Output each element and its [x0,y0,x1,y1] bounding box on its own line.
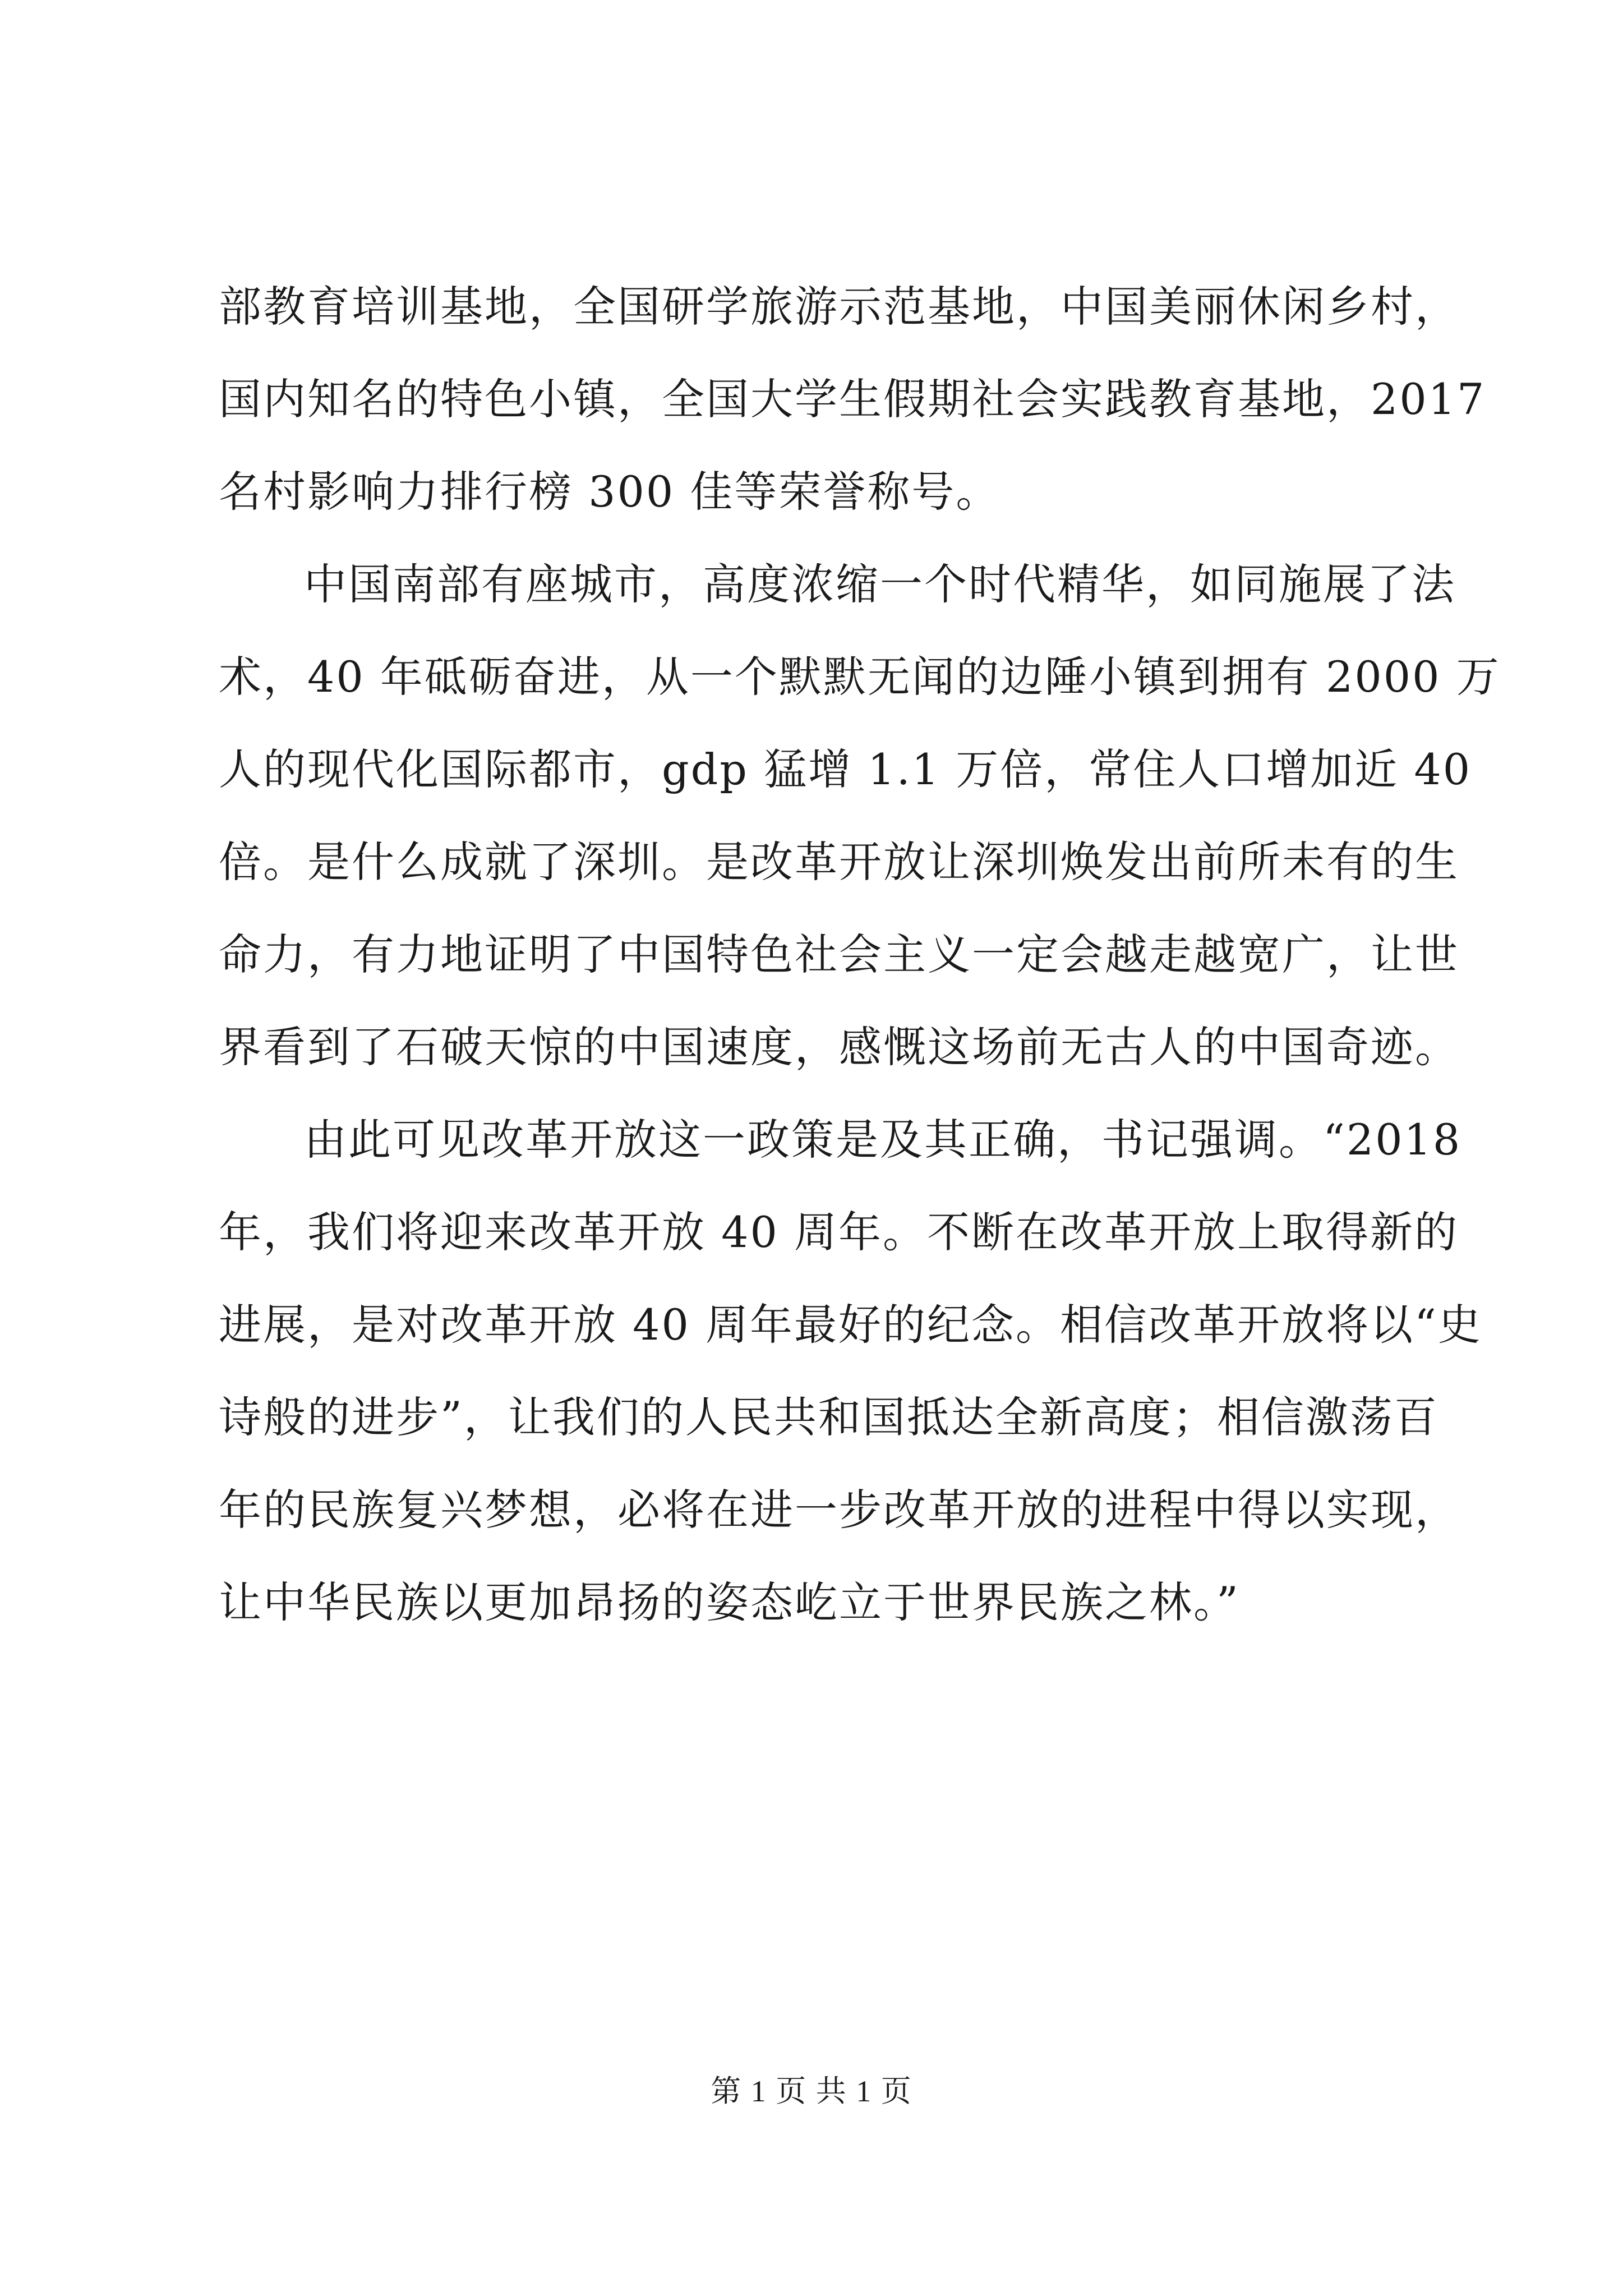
text-line: 中国南部有座城市，高度浓缩一个时代精华，如同施展了法 [304,559,1456,609]
text-line: 让中华民族以更加昂扬的姿态屹立于世界民族之林。” [219,1577,1240,1627]
text-line: 术，40 年砥砺奋进，从一个默默无闻的边陲小镇到拥有 2000 万 [219,652,1501,702]
text-line: 年，我们将迎来改革开放 40 周年。不断在改革开放上取得新的 [219,1207,1459,1257]
text-line: 由此可见改革开放这一政策是及其正确，书记强调。“2018 [304,1115,1462,1165]
text-line: 倍。是什么成就了深圳。是改革开放让深圳焕发出前所未有的生 [219,837,1459,887]
text-line: 名村影响力排行榜 300 佳等荣誉称号。 [219,467,1000,517]
text-line: 国内知名的特色小镇，全国大学生假期社会实践教育基地，2017 [219,374,1486,424]
paragraph-2 [219,538,1501,1093]
text-line: 进展，是对改革开放 40 周年最好的纪念。相信改革开放将以“史 [219,1300,1482,1350]
text-line: 人的现代化国际都市，gdp 猛增 1.1 万倍，常住人口增加近 40 [219,744,1472,794]
page-footer: 第 1 页 共 1 页 [711,2074,912,2108]
text-line: 部教育培训基地，全国研学旅游示范基地，中国美丽休闲乡村， [219,282,1459,332]
text-line: 命力，有力地证明了中国特色社会主义一定会越走越宽广，让世 [219,930,1459,979]
text-line: 诗般的进步”，让我们的人民共和国抵达全新高度；相信激荡百 [219,1392,1438,1442]
text-line: 年的民族复兴梦想，必将在进一步改革开放的进程中得以实现， [219,1485,1459,1535]
paragraph-3 [219,1093,1482,1649]
document-body [219,260,1501,1649]
text-line: 界看到了石破天惊的中国速度，感慨这场前无古人的中国奇迹。 [219,1022,1459,1072]
paragraph-1 [219,260,1486,538]
